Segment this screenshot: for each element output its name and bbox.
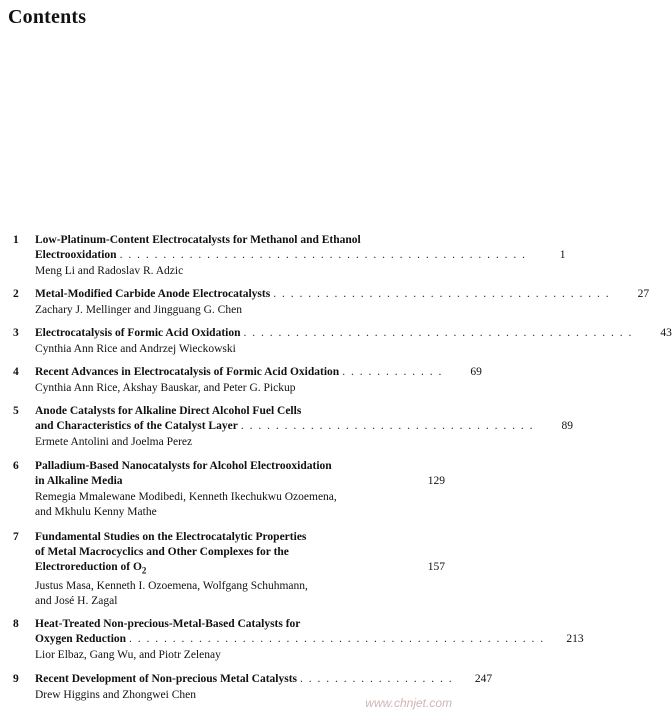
chapter-title-line[interactable]: Metal-Modified Carbide Anode Electrocatalysts . . . . . . . . . . . . . . . . . . . . . . . . . . . . . . . . . . . . . . . 27: [35, 288, 650, 300]
page-number[interactable]: 213: [566, 633, 584, 645]
chapter-title-line[interactable]: Anode Catalysts for Alkaline Direct Alcohol Fuel Cells: [35, 405, 302, 417]
watermark: www.chnjet.com: [365, 696, 452, 710]
chapter-title-line[interactable]: and Characteristics of the Catalyst Layer . . . . . . . . . . . . . . . . . . . . . . . . . . . . . . . . . . 89: [35, 420, 573, 432]
page-number[interactable]: 129: [427, 475, 445, 487]
chapter-title-line[interactable]: in Alkaline Media 129: [35, 475, 445, 487]
chapter-title-line[interactable]: Recent Advances in Electrocatalysis of Formic Acid Oxidation . . . . . . . . . . . . 69: [35, 366, 482, 378]
chapter-authors: Meng Li and Radoslav R. Adzic: [35, 265, 184, 277]
leader-dots: . . . . . . . . . . . . . . . . . . . . . . . . . . . . . . . . . .: [240, 420, 534, 432]
chapter-number: 9: [13, 673, 19, 685]
chapter-title-line[interactable]: of Metal Macrocyclics and Other Complexes for the: [35, 546, 289, 558]
chapter-authors: Justus Masa, Kenneth I. Ozoemena, Wolfgang Schuhmann,: [35, 580, 308, 593]
chapter-number: 6: [13, 460, 19, 472]
chapter-number: 3: [13, 327, 19, 339]
leader-dots: . . . . . . . . . . . . . . . . . . . . . . . . . . . . . . . . . . . . . . . . . . . . . . .: [119, 249, 527, 261]
chapter-number: 4: [13, 366, 19, 378]
page-number[interactable]: 27: [637, 288, 650, 300]
chapter-authors: Zachary J. Mellinger and Jingguang G. Chen: [35, 304, 242, 316]
chapter-title-line[interactable]: Electrooxidation . . . . . . . . . . . . . . . . . . . . . . . . . . . . . . . . . . . . . . . . . . . . . . . 1: [35, 249, 566, 261]
page-number[interactable]: 247: [474, 673, 493, 685]
leader-dots: . . . . . . . . . . . .: [342, 366, 443, 378]
page-number[interactable]: 1: [559, 249, 566, 261]
page-number[interactable]: 157: [427, 561, 445, 573]
leader-dots: . . . . . . . . . . . . . . . . . . . . . . . . . . . . . . . . . . . . . . . . . . . . . . . .: [129, 633, 545, 645]
chapter-title-line[interactable]: Oxygen Reduction . . . . . . . . . . . . . . . . . . . . . . . . . . . . . . . . . . . . . . . . . . . . . . . . 213: [35, 633, 584, 645]
chapter-authors: Drew Higgins and Zhongwei Chen: [35, 689, 196, 701]
page-number[interactable]: 43: [660, 327, 672, 339]
page-number[interactable]: 69: [470, 366, 482, 378]
leader-dots: . . . . . . . . . . . . . . . . . .: [300, 673, 454, 685]
chapter-title-line[interactable]: Palladium-Based Nanocatalysts for Alcohol Electrooxidation: [35, 460, 332, 472]
chapter-authors: and José H. Zagal: [35, 595, 118, 608]
chapter-number: 5: [13, 405, 19, 417]
chapter-authors: and Mkhulu Kenny Mathe: [35, 506, 157, 518]
page-title: Contents: [8, 6, 87, 28]
chapter-number: 2: [13, 288, 19, 300]
chapter-title-line[interactable]: Electrocatalysis of Formic Acid Oxidation . . . . . . . . . . . . . . . . . . . . . . . . . . . . . . . . . . . . . . . . . . . . . 43: [35, 327, 672, 339]
chapter-authors: Lior Elbaz, Gang Wu, and Piotr Zelenay: [35, 649, 221, 661]
chapter-number: 1: [13, 234, 19, 246]
leader-dots: . . . . . . . . . . . . . . . . . . . . . . . . . . . . . . . . . . . . . . . . . . . . .: [243, 327, 633, 339]
chapter-authors: Cynthia Ann Rice, Akshay Bauskar, and Peter G. Pickup: [35, 382, 296, 394]
chapter-authors: Ermete Antolini and Joelma Perez: [35, 436, 193, 448]
chapter-title-line[interactable]: Heat-Treated Non-precious-Metal-Based Catalysts for: [35, 618, 301, 630]
chapter-authors: Remegia Mmalewane Modibedi, Kenneth Ikechukwu Ozoemena,: [35, 491, 337, 503]
page-number[interactable]: 89: [561, 420, 573, 432]
chapter-authors: Cynthia Ann Rice and Andrzej Wieckowski: [35, 343, 236, 355]
chapter-title-line[interactable]: Low-Platinum-Content Electrocatalysts for Methanol and Ethanol: [35, 234, 361, 246]
chapter-number: 8: [13, 618, 19, 630]
chapter-title-line[interactable]: Recent Development of Non-precious Metal Catalysts . . . . . . . . . . . . . . . . . . 247: [35, 673, 493, 685]
chapter-title-line[interactable]: Fundamental Studies on the Electrocatalytic Properties: [35, 531, 307, 543]
leader-dots: . . . . . . . . . . . . . . . . . . . . . . . . . . . . . . . . . . . . . . .: [273, 288, 611, 300]
chapter-number: 7: [13, 531, 19, 543]
chapter-title-line[interactable]: Electroreduction of $O_2$ 157: [35, 561, 445, 576]
